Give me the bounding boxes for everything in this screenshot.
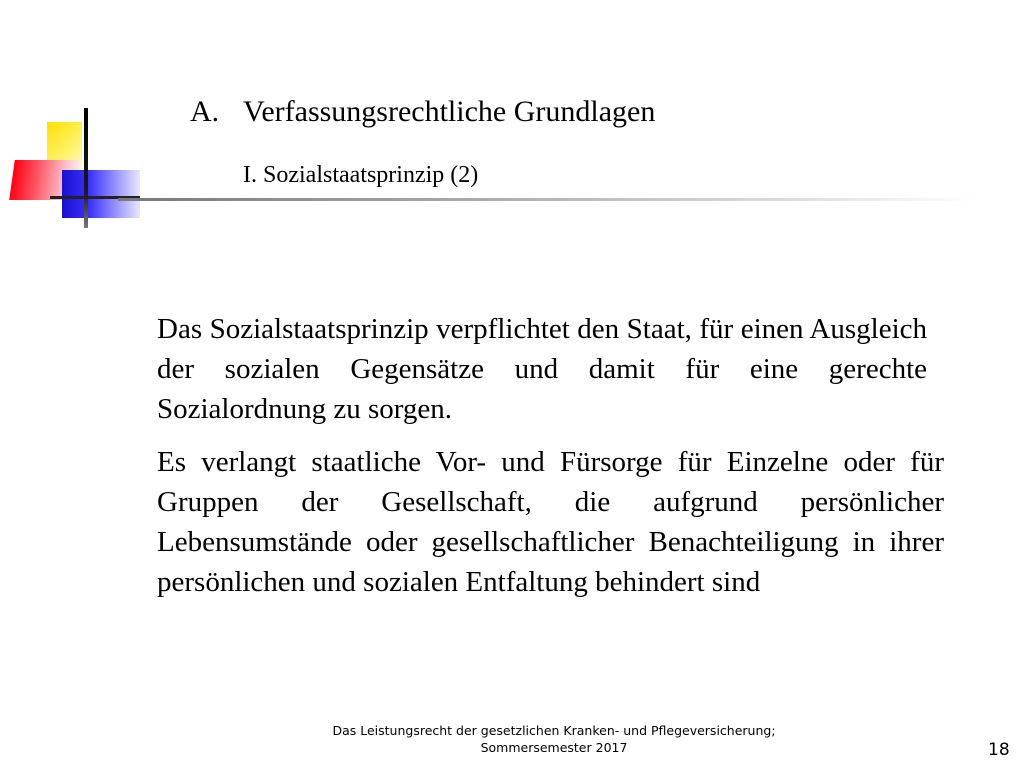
body-paragraph-1: Das Sozialstaatsprinzip verpflichtet den Staat, für einen Ausgleich der sozialen Gegensätze und damit für eine gerechte Sozialordnung zu sorgen. bbox=[157, 313, 927, 425]
title-divider bbox=[118, 198, 978, 201]
footer-line-1: Das Leistungsrecht der gesetzlichen Kranken- und Pflegeversicherung; bbox=[332, 723, 776, 738]
slide-subtitle: I. Sozialstaatsprinzip (2) bbox=[243, 162, 479, 188]
title-marker: A. bbox=[190, 95, 220, 128]
title-text: Verfassungsrechtliche Grundlagen bbox=[243, 95, 656, 128]
slide-title bbox=[190, 94, 655, 130]
slide-footer bbox=[300, 722, 808, 756]
logo-blue-square bbox=[62, 170, 140, 218]
page-number: 18 bbox=[988, 740, 1010, 760]
slide-logo-decoration bbox=[0, 0, 200, 240]
body-paragraph-2: Es verlangt staatliche Vor- und Fürsorge für Einzelne oder für Gruppen der Gesellschaft, die aufgrund persönlicher Lebensumstände oder gesellschaftlicher Benachteiligung in ihrer persönlichen und sozialen Entfaltung behindert sind bbox=[157, 446, 944, 598]
footer-line-2: Sommersemester 2017 bbox=[480, 740, 628, 755]
logo-vertical-line bbox=[84, 108, 88, 228]
